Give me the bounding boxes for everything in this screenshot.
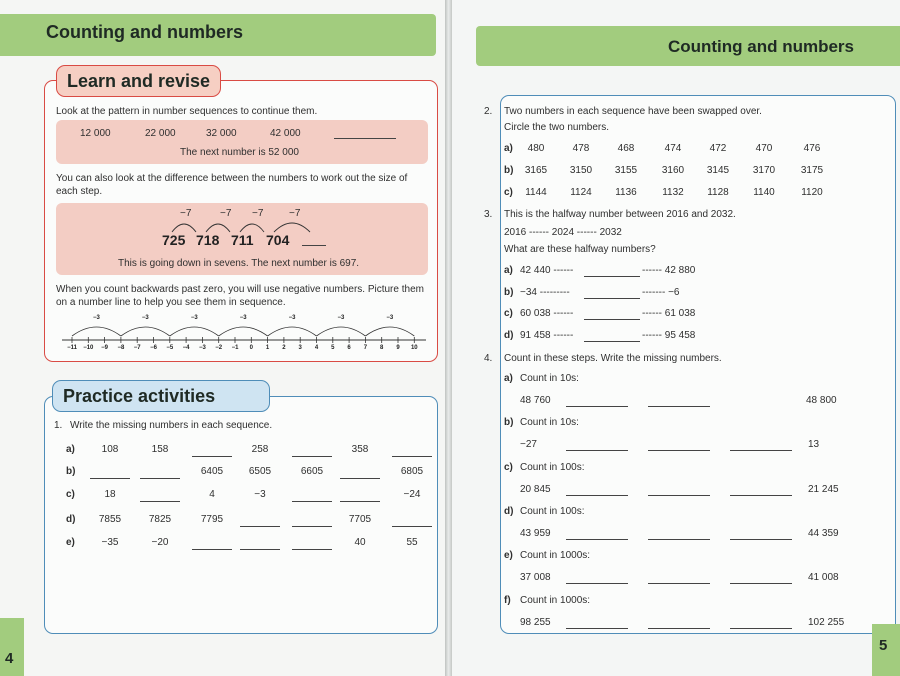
number-line-jump	[219, 327, 268, 336]
practice-row-label: a)	[66, 444, 75, 455]
number-line-label: 7	[363, 345, 368, 351]
sevens-text: This is going down in sevens. The next number is 697.	[118, 258, 360, 269]
answer-blank[interactable]	[240, 526, 280, 527]
number-line-label: 1	[265, 345, 270, 351]
swap-candidate-number[interactable]: 1144	[525, 187, 547, 198]
answer-blank[interactable]	[140, 501, 180, 502]
left-page-number: 4	[5, 650, 14, 667]
q4-number: 4.	[484, 353, 493, 364]
answer-blank[interactable]	[584, 276, 640, 277]
number-line	[60, 312, 430, 356]
q4-step-text: Count in 1000s:	[520, 550, 591, 562]
diff-seq-value: 711	[231, 232, 254, 248]
answer-blank[interactable]	[566, 539, 628, 540]
answer-blank[interactable]	[292, 549, 332, 550]
answer-blank[interactable]	[566, 628, 628, 629]
answer-blank[interactable]	[192, 549, 232, 550]
answer-blank[interactable]	[584, 341, 640, 342]
answer-blank[interactable]	[730, 450, 792, 451]
q4-part-label: f)	[504, 594, 511, 606]
step-label: −7	[252, 208, 264, 219]
number-line-label: 4	[314, 345, 319, 351]
q4-text: Count in these steps. Write the missing numbers.	[504, 353, 722, 364]
left-page-header	[0, 14, 436, 56]
swap-candidate-number[interactable]: 3170	[752, 165, 776, 176]
practice-row-label: b)	[66, 466, 76, 477]
q4-end-value: 41 008	[808, 572, 839, 584]
sequence-value: −3	[254, 489, 266, 500]
q2-text: Two numbers in each sequence have been swapped over.	[504, 106, 762, 117]
q2-row-label: c)	[504, 187, 513, 198]
q2-row-label: b)	[504, 165, 514, 176]
sequence-value: 6805	[400, 466, 424, 477]
swap-candidate-number[interactable]: 3160	[661, 165, 685, 176]
swap-candidate-number[interactable]: 3175	[800, 165, 824, 176]
answer-blank[interactable]	[90, 478, 130, 479]
number-line-label: −10	[83, 345, 94, 351]
answer-blank[interactable]	[292, 526, 332, 527]
swap-candidate-number[interactable]: 480	[527, 143, 545, 154]
q3-start: 42 440 ------	[520, 265, 574, 276]
q4-end-value: 102 255	[808, 616, 845, 628]
seq-value: 12 000	[80, 128, 111, 139]
q3-end: ------ 42 880	[642, 265, 696, 276]
q3-question: What are these halfway numbers?	[504, 244, 656, 255]
number-line-label: 9	[396, 345, 400, 351]
swap-candidate-number[interactable]: 1136	[615, 187, 637, 198]
number-line-label: 10	[410, 345, 418, 351]
answer-line	[334, 138, 396, 139]
q3-number: 3.	[484, 209, 493, 220]
q3-end: ------ 61 038	[642, 308, 696, 319]
number-line-label: 6	[347, 345, 351, 351]
sequence-value: 108	[101, 444, 119, 455]
number-line-jump	[268, 327, 317, 336]
answer-blank[interactable]	[648, 583, 710, 584]
q3-row-label: d)	[504, 330, 514, 341]
learn-intro: Look at the pattern in number sequences to continue them.	[56, 106, 318, 117]
sequence-value: 158	[151, 444, 169, 455]
jump-label: −3	[190, 315, 198, 321]
answer-blank[interactable]	[292, 501, 332, 502]
sequence-value: −20	[151, 537, 169, 548]
jump-label: −3	[239, 315, 247, 321]
swap-candidate-number[interactable]: 468	[617, 143, 635, 154]
seq-value: 32 000	[206, 128, 237, 139]
number-line-label: −3	[198, 345, 206, 351]
swap-candidate-number[interactable]: 1124	[570, 187, 592, 198]
answer-blank[interactable]	[566, 406, 628, 407]
sequence-value: 258	[251, 444, 269, 455]
number-line-jump	[121, 327, 170, 336]
number-line-label: 3	[298, 345, 302, 351]
sequence-value: 4	[209, 489, 215, 500]
negative-text-1: When you count backwards past zero, you will use negative numbers. Picture them	[56, 284, 424, 295]
answer-blank[interactable]	[648, 495, 710, 496]
answer-blank[interactable]	[392, 526, 432, 527]
number-line-label: −7	[133, 345, 141, 351]
jump-label: −3	[288, 315, 296, 321]
number-line-label: 8	[380, 345, 384, 351]
answer-blank[interactable]	[648, 539, 710, 540]
q4-part-label: e)	[504, 550, 513, 562]
answer-blank[interactable]	[730, 495, 792, 496]
q3-start: −34 ---------	[520, 287, 570, 298]
sequence-value: 18	[104, 489, 116, 500]
sequence-value: −24	[403, 489, 421, 500]
q2-number: 2.	[484, 106, 493, 117]
answer-blank[interactable]	[648, 628, 710, 629]
number-line-jump	[317, 327, 366, 336]
answer-blank[interactable]	[730, 628, 792, 629]
answer-line	[302, 245, 326, 246]
answer-blank[interactable]	[730, 583, 792, 584]
sequence-value: 6605	[300, 466, 324, 477]
step-label: −7	[289, 208, 301, 219]
step-label: −7	[180, 208, 192, 219]
q4-end-value: 13	[808, 439, 820, 451]
number-line-label: 2	[282, 345, 286, 351]
q3-row-label: c)	[504, 308, 513, 319]
sequence-value: 40	[354, 537, 366, 548]
sequence-value: −35	[101, 537, 119, 548]
negative-text-2: on a number line to help you see them in sequence.	[56, 297, 286, 308]
swap-candidate-number[interactable]: 474	[664, 143, 682, 154]
jump-label: −3	[337, 315, 345, 321]
swap-candidate-number[interactable]: 3150	[569, 165, 593, 176]
q3-end: ------- −6	[642, 287, 680, 298]
q4-part-label: c)	[504, 461, 513, 473]
answer-blank[interactable]	[340, 478, 380, 479]
left-page-title: Counting and numbers	[46, 22, 243, 42]
q4-step-text: Count in 1000s:	[520, 594, 591, 606]
q4-end-value: 48 800	[806, 395, 837, 406]
answer-blank[interactable]	[192, 456, 232, 457]
q4-start-value: 37 008	[520, 572, 551, 584]
q3-text: This is the halfway number between 2016 and 2032.	[504, 209, 736, 220]
sequence-value: 7825	[148, 514, 172, 525]
left-page	[0, 0, 445, 676]
swap-candidate-number[interactable]: 478	[572, 143, 590, 154]
q3-start: 91 458 ------	[520, 330, 574, 341]
right-page-header	[476, 26, 900, 66]
next-number-text: The next number is 52 000	[180, 147, 299, 158]
sequence-value: 7855	[98, 514, 122, 525]
swap-candidate-number[interactable]: 1120	[801, 187, 823, 198]
q3-end: ------ 95 458	[642, 330, 696, 341]
sequence-value: 6405	[200, 466, 224, 477]
number-line-label: −9	[101, 345, 109, 351]
q3-example: 2016 ------ 2024 ------ 2032	[504, 227, 622, 238]
q3-start: 60 038 ------	[520, 308, 574, 319]
answer-blank[interactable]	[648, 406, 710, 407]
practice-row-label: d)	[66, 514, 76, 525]
number-line-jump	[365, 327, 414, 336]
q4-step-text: Count in 100s:	[520, 461, 585, 473]
number-line-label: −8	[117, 345, 125, 351]
swap-candidate-number[interactable]: 470	[755, 143, 773, 154]
number-line-jump	[170, 327, 219, 336]
number-line-label: −5	[166, 345, 174, 351]
swap-candidate-number[interactable]: 3145	[706, 165, 730, 176]
answer-blank[interactable]	[584, 298, 640, 299]
sequence-value: 358	[351, 444, 369, 455]
answer-blank[interactable]	[566, 583, 628, 584]
seq-value: 22 000	[145, 128, 176, 139]
practice-title: Practice activities	[52, 380, 270, 412]
number-line-label: −4	[182, 345, 190, 351]
practice-row-label: c)	[66, 489, 75, 500]
q4-start-value: 48 760	[520, 395, 551, 406]
jump-label: −3	[93, 315, 100, 321]
answer-blank[interactable]	[584, 319, 640, 320]
answer-blank[interactable]	[292, 456, 332, 457]
q1-text: Write the missing numbers in each sequence.	[70, 420, 273, 431]
diff-seq-value: 704	[266, 232, 290, 248]
q4-start-value: −27	[520, 439, 537, 451]
practice-row-label: e)	[66, 537, 75, 548]
q2-instruction: Circle the two numbers.	[504, 122, 610, 133]
number-line-label: −6	[150, 345, 157, 351]
answer-blank[interactable]	[340, 501, 380, 502]
q3-row-label: b)	[504, 287, 514, 298]
number-line-label: 5	[331, 345, 335, 351]
answer-blank[interactable]	[730, 539, 792, 540]
q3-row-label: a)	[504, 265, 513, 276]
q4-part-label: a)	[504, 373, 513, 384]
swap-candidate-number[interactable]: 3165	[524, 165, 548, 176]
swap-candidate-number[interactable]: 1132	[662, 187, 684, 198]
q4-step-text: Count in 10s:	[520, 373, 579, 384]
left-page-corner	[0, 618, 24, 676]
q4-end-value: 21 245	[808, 483, 839, 495]
answer-blank[interactable]	[566, 450, 628, 451]
number-line-jump	[72, 327, 121, 336]
q4-start-value: 98 255	[520, 616, 551, 628]
q4-end-value: 44 359	[808, 527, 839, 539]
jump-label: −3	[386, 315, 394, 321]
q1-number: 1.	[54, 420, 63, 431]
answer-blank[interactable]	[392, 456, 432, 457]
number-line-label: −2	[215, 345, 223, 351]
jump-label: −3	[141, 315, 149, 321]
number-line-label: 0	[249, 345, 253, 351]
right-page-number: 5	[879, 637, 888, 654]
number-line-label: −11	[67, 345, 77, 351]
diff-text-1: You can also look at the difference between the numbers to work out the size of	[56, 173, 408, 184]
answer-blank[interactable]	[140, 478, 180, 479]
swap-candidate-number[interactable]: 472	[709, 143, 727, 154]
diff-text-2: each step.	[56, 186, 103, 197]
answer-blank[interactable]	[566, 495, 628, 496]
answer-blank[interactable]	[240, 549, 280, 550]
right-page-corner	[872, 624, 900, 676]
number-line-label: −1	[231, 345, 239, 351]
sequence-value: 55	[406, 537, 418, 548]
q4-step-text: Count in 100s:	[520, 505, 585, 517]
q4-start-value: 43 959	[520, 527, 551, 539]
swap-candidate-number[interactable]: 1140	[753, 187, 775, 198]
swap-candidate-number[interactable]: 3155	[614, 165, 638, 176]
q4-start-value: 20 845	[520, 483, 551, 495]
q4-part-label: b)	[504, 417, 514, 429]
diff-seq-value: 718	[196, 232, 220, 248]
book-spine	[445, 0, 452, 676]
step-label: −7	[220, 208, 232, 219]
seq-value: 42 000	[270, 128, 301, 139]
right-page-title: Counting and numbers	[667, 37, 854, 56]
sequence-value: 7705	[348, 514, 372, 525]
right-page	[452, 0, 900, 676]
diff-seq-value: 725	[162, 232, 186, 248]
swap-candidate-number[interactable]: 1128	[707, 187, 729, 198]
sequence-value: 6505	[248, 466, 272, 477]
q2-row-label: a)	[504, 143, 513, 154]
sequence-value: 7795	[200, 514, 224, 525]
answer-blank[interactable]	[648, 450, 710, 451]
swap-candidate-number[interactable]: 476	[803, 143, 821, 154]
learn-revise-title: Learn and revise	[56, 65, 221, 97]
q4-step-text: Count in 10s:	[520, 417, 579, 429]
q4-part-label: d)	[504, 505, 514, 517]
